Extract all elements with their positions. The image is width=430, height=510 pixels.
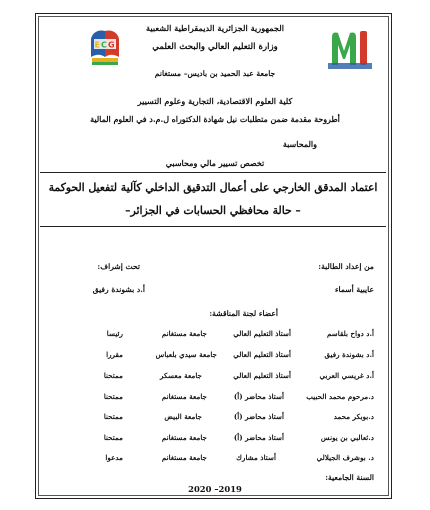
member-university: جامعة مستغانم <box>161 453 207 462</box>
specialty-line: تخصص تسيير مالي ومحاسبي <box>165 158 265 168</box>
member-name: د. بوشرف الجيلالي <box>316 453 374 462</box>
member-name: د.بوبكر محمد <box>333 412 374 421</box>
supervisor-label: تحت إشراف: <box>97 262 140 271</box>
member-role: ممتحنا <box>103 392 123 401</box>
member-university: جامعة سيدي بلعباس <box>155 350 217 359</box>
title-separator-top <box>40 172 386 173</box>
member-university: جامعة البيض <box>164 412 202 421</box>
svg-text:G: G <box>108 40 115 50</box>
academic-year-label: السنة الجامعية: <box>325 473 374 482</box>
page-border-inner <box>38 16 389 496</box>
member-name: أ.د غريسي العربي <box>319 371 374 380</box>
member-role: رئيسا <box>106 329 123 338</box>
thesis-title-line1: اعتماد المدقق الخارجي على أعمال التدقيق الداخلي كآلية لتفعيل الحوكمة <box>48 181 378 194</box>
member-rank: أستاذ محاضر (أ) <box>233 392 284 401</box>
member-university: جامعة مستغانم <box>161 392 207 401</box>
ministry-line: وزارة التعليم العالي والبحث العلمي <box>152 42 278 52</box>
faculty-line: كلية العلوم الاقتصادية، التجارية وعلوم التسيير <box>137 96 293 106</box>
committee-heading: أعضاء لجنة المناقشة: <box>209 309 278 318</box>
student-label: من إعداد الطالبة: <box>318 262 374 271</box>
republic-line: الجمهورية الجزائرية الديمقراطية الشعبية <box>145 23 285 33</box>
svg-text:E: E <box>94 40 100 50</box>
title-separator-bottom <box>40 226 386 227</box>
member-name: د.مرحوم محمد الحبيب <box>306 392 374 401</box>
academic-year-value: 2019– 2020 <box>188 484 242 494</box>
member-rank: أستاذ مشارك <box>236 453 276 462</box>
thesis-note-line: أطروحة مقدمة ضمن متطلبات نيل شهادة الدكتوراه ل.م.د في العلوم المالية <box>90 115 340 124</box>
university-line: جامعة عبد الحميد بن باديس– مستغانم <box>154 69 276 78</box>
member-name: أ.د دواح بلقاسم <box>326 329 374 338</box>
member-name: أ.د بشوندة رفيق <box>324 350 374 359</box>
svg-text:C: C <box>101 40 107 50</box>
member-university: جامعة معسكر <box>160 371 202 380</box>
member-role: مقررا <box>106 350 123 359</box>
member-rank: أستاذ محاضر (أ) <box>233 433 284 442</box>
member-name: د.ثعالبي بن يونس <box>320 433 374 442</box>
member-role: ممتحنا <box>103 371 123 380</box>
field-line: والمحاسبة <box>282 139 317 149</box>
member-university: جامعة مستغانم <box>161 433 207 442</box>
member-role: مدعوا <box>105 453 123 462</box>
supervisor-name: أ.د بشوندة رفيق <box>92 285 145 294</box>
student-name: عايبية أسماء <box>334 285 374 294</box>
member-university: جامعة مستغانم <box>161 329 207 338</box>
member-rank: أستاذ التعليم العالي <box>233 371 291 380</box>
member-role: ممتحنا <box>103 433 123 442</box>
member-rank: أستاذ محاضر (أ) <box>233 412 284 421</box>
member-role: ممتحنا <box>103 412 123 421</box>
member-rank: أستاذ التعليم العالي <box>233 350 291 359</box>
thesis-title-line2: – حالة محافظي الحسابات في الجزائر– <box>125 204 301 217</box>
member-rank: أستاذ التعليم العالي <box>233 329 291 338</box>
